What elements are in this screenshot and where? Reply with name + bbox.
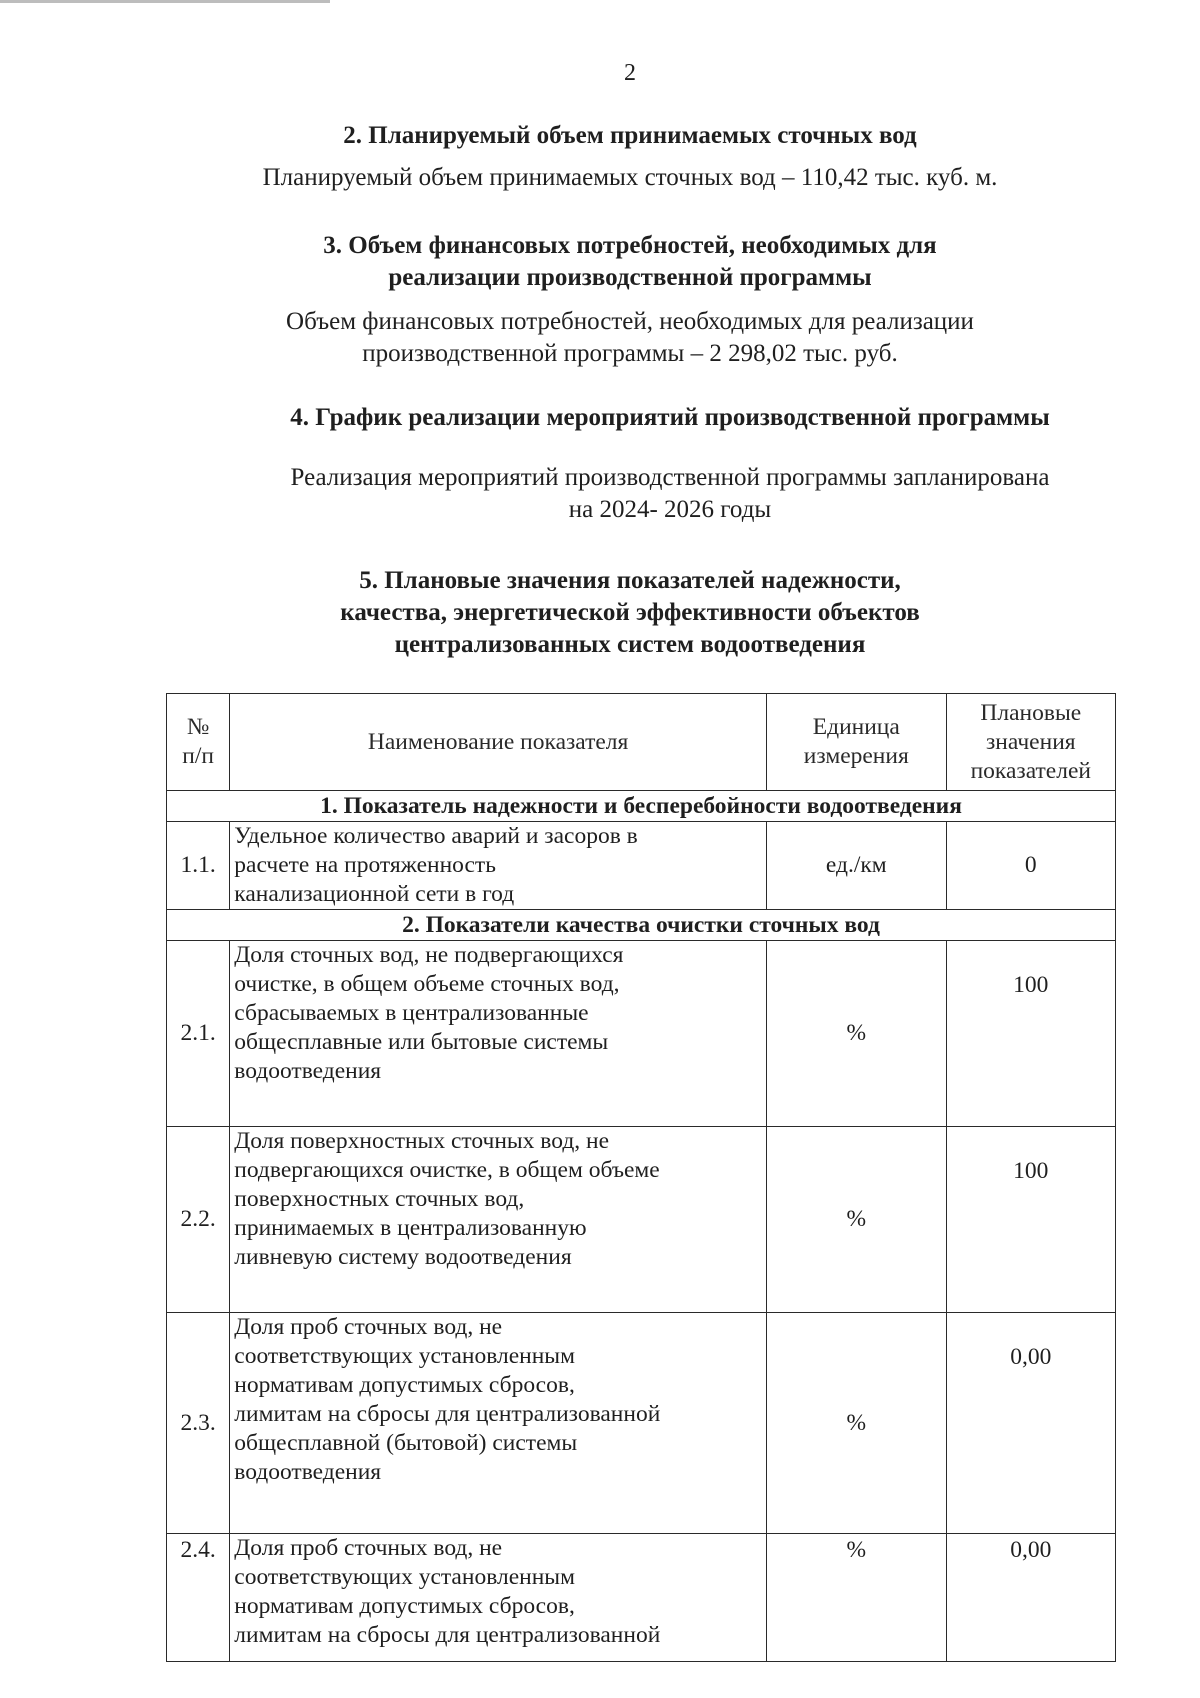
planned-value: 0,00 bbox=[946, 1313, 1115, 1534]
header-unit-line: измерения bbox=[803, 743, 909, 769]
indicator-name bbox=[230, 941, 767, 1127]
section-3-heading bbox=[0, 230, 1200, 294]
indicator-name-line: общесплавной (бытовой) системы bbox=[234, 1430, 578, 1456]
indicator-name-line: водоотведения bbox=[234, 1058, 382, 1084]
header-number-line: № bbox=[186, 714, 210, 740]
header-number-line: п/п bbox=[182, 743, 214, 769]
indicator-name-line: нормативам допустимых сбросов, bbox=[234, 1372, 575, 1398]
indicator-name bbox=[230, 1534, 767, 1662]
table-row bbox=[167, 941, 1116, 1127]
indicator-name-line: Доля проб сточных вод, не bbox=[234, 1535, 503, 1561]
indicator-name-line: сбрасываемых в централизованные bbox=[234, 1000, 589, 1026]
planned-value: 0 bbox=[946, 822, 1115, 910]
section-4-heading: 4. График реализации мероприятий производственной программы bbox=[290, 404, 1050, 431]
row-number: 1.1. bbox=[167, 822, 230, 910]
indicator-name-line: лимитам на сбросы для централизованной bbox=[234, 1401, 661, 1427]
row-number: 2.4. bbox=[167, 1534, 230, 1662]
unit-of-measure: % bbox=[767, 941, 947, 1127]
unit-of-measure: ед./км bbox=[767, 822, 947, 910]
unit-of-measure: % bbox=[767, 1313, 947, 1534]
indicator-name-line: очистке, в общем объеме сточных вод, bbox=[234, 971, 620, 997]
table-header-row bbox=[167, 694, 1116, 791]
section-3-text-line: Объем финансовых потребностей, необходимых для реализации bbox=[286, 308, 974, 335]
section-4-text bbox=[230, 462, 1110, 526]
indicators-table bbox=[166, 693, 1116, 1662]
indicator-name-line: соответствующих установленным bbox=[234, 1564, 575, 1590]
indicator-name-line: Доля поверхностных сточных вод, не bbox=[234, 1128, 610, 1154]
header-planned-line: Плановые bbox=[980, 699, 1082, 726]
section-5-heading-line: 5. Плановые значения показателей надежности, bbox=[359, 567, 901, 594]
indicator-name-line: канализационной сети в год bbox=[234, 881, 515, 907]
section-4-text-line: на 2024- 2026 годы bbox=[568, 496, 772, 523]
unit-of-measure: % bbox=[767, 1127, 947, 1313]
planned-value: 100 bbox=[946, 941, 1115, 1127]
header-planned-line: показателей bbox=[970, 757, 1091, 784]
planned-value: 0,00 bbox=[946, 1534, 1115, 1662]
planned-value: 100 bbox=[946, 1127, 1115, 1313]
section-3-heading-line: 3. Объем финансовых потребностей, необходимых для bbox=[323, 232, 937, 259]
header-planned-values bbox=[946, 694, 1115, 791]
table-section-row bbox=[167, 910, 1116, 941]
section-4-text-line: Реализация мероприятий производственной программы запланирована bbox=[290, 464, 1050, 491]
header-number bbox=[167, 694, 230, 791]
section-3-text bbox=[0, 306, 1200, 370]
row-number: 2.3. bbox=[167, 1313, 230, 1534]
unit-of-measure: % bbox=[767, 1534, 947, 1662]
indicator-name-line: ливневую систему водоотведения bbox=[234, 1244, 572, 1270]
indicator-name bbox=[230, 1127, 767, 1313]
section-5-heading-line: качества, энергетической эффективности объектов bbox=[340, 599, 920, 626]
table-row bbox=[167, 1313, 1116, 1534]
table-row bbox=[167, 1534, 1116, 1662]
indicator-name-line: Доля сточных вод, не подвергающихся bbox=[234, 942, 624, 968]
indicator-name-line: Доля проб сточных вод, не bbox=[234, 1314, 503, 1340]
header-unit-line: Единица bbox=[812, 714, 900, 740]
section-3-heading-line: реализации производственной программы bbox=[388, 264, 872, 291]
indicator-name-line: нормативам допустимых сбросов, bbox=[234, 1593, 575, 1619]
table-row bbox=[167, 822, 1116, 910]
indicator-name-line: соответствующих установленным bbox=[234, 1343, 575, 1369]
scan-edge-artifact bbox=[0, 0, 330, 3]
table-row bbox=[167, 1127, 1116, 1313]
indicator-name-line: лимитам на сбросы для централизованной bbox=[234, 1622, 661, 1648]
section-5-heading-line: централизованных систем водоотведения bbox=[394, 631, 866, 658]
row-number: 2.1. bbox=[167, 941, 230, 1127]
page-number: 2 bbox=[624, 60, 636, 86]
table-section-row bbox=[167, 791, 1116, 822]
indicator-name bbox=[230, 1313, 767, 1534]
section-3-text-line: производственной программы – 2 298,02 тыс. руб. bbox=[362, 340, 898, 367]
section-title: 2. Показатели качества очистки сточных вод bbox=[167, 910, 1116, 941]
indicator-name bbox=[230, 822, 767, 910]
indicator-name-line: подвергающихся очистке, в общем объеме bbox=[234, 1157, 660, 1183]
header-unit bbox=[767, 694, 947, 791]
indicator-name-line: общесплавные или бытовые системы bbox=[234, 1029, 609, 1055]
header-planned-line: значения bbox=[986, 728, 1076, 755]
section-2-text: Планируемый объем принимаемых сточных вод – 110,42 тыс. куб. м. bbox=[262, 164, 998, 191]
row-number: 2.2. bbox=[167, 1127, 230, 1313]
indicator-name-line: Удельное количество аварий и засоров в bbox=[234, 823, 638, 849]
section-2-heading: 2. Планируемый объем принимаемых сточных вод bbox=[343, 122, 917, 149]
section-title: 1. Показатель надежности и бесперебойности водоотведения bbox=[167, 791, 1116, 822]
indicator-name-line: принимаемых в централизованную bbox=[234, 1215, 587, 1241]
section-5-heading bbox=[0, 565, 1200, 661]
indicator-name-line: расчете на протяженность bbox=[234, 852, 496, 878]
indicator-name-line: поверхностных сточных вод, bbox=[234, 1186, 525, 1212]
header-indicator-name: Наименование показателя bbox=[230, 694, 767, 791]
indicator-name-line: водоотведения bbox=[234, 1459, 382, 1485]
